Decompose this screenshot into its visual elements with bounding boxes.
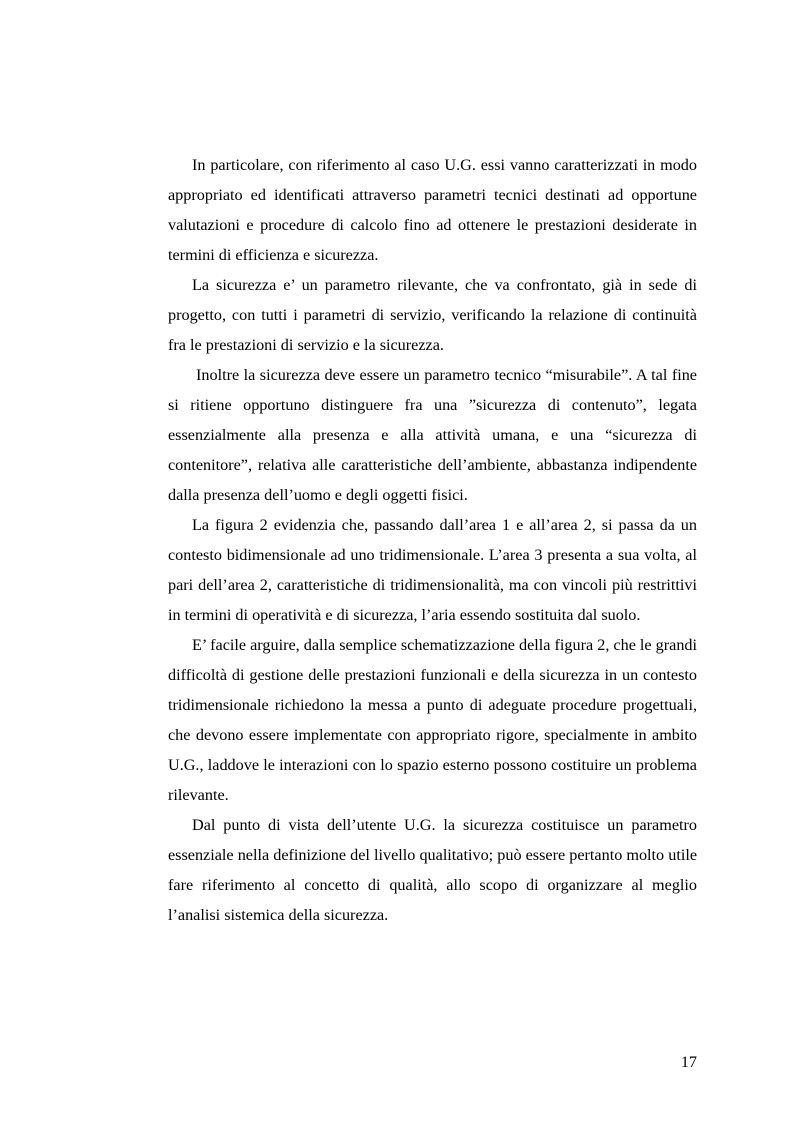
paragraph-5: E’ facile arguire, dalla semplice schematizzazione della figura 2, che le grandi difficoltà di gestione delle prestazioni funzionali e della sicurezza in un contesto tridimensionale richiedono la messa a punto di adeguate procedure progettuali, che devono essere implementate con appropriato rigore, specialmente in ambito U.G., laddove le interazioni con lo spazio esterno possono costituire un problema rilevante.: [168, 636, 698, 804]
body-text: [168, 150, 697, 930]
paragraph-6: Dal punto di vista dell’utente U.G. la sicurezza costituisce un parametro essenziale nella definizione del livello qualitativo; può essere pertanto molto utile fare riferimento al concetto di qualità, allo scopo di organizzare al meglio l’analisi sistemica della sicurezza.: [168, 816, 697, 924]
page-number: 17: [680, 1053, 697, 1071]
paragraph-2: La sicurezza e’ un parametro rilevante, che va confrontato, già in sede di progetto, con tutti i parametri di servizio, verificando la relazione di continuità fra le prestazioni di servizio e la sicurezza.: [168, 276, 697, 354]
paragraph-4: La figura 2 evidenzia che, passando dall’area 1 e all’area 2, si passa da un contesto bidimensionale ad uno tridimensionale. L’area 3 presenta a sua volta, al pari dell’area 2, caratteristiche di tridimensionalità, ma con vincoli più restrittivi in termini di operatività e di sicurezza, l’aria essendo sostituita dal suolo.: [168, 516, 697, 624]
paragraph-1: In particolare, con riferimento al caso U.G. essi vanno caratterizzati in modo appropriato ed identificati attraverso parametri tecnici destinati ad opportune valutazioni e procedure di calcolo fino ad ottenere le prestazioni desiderate in termini di efficienza e sicurezza.: [168, 156, 697, 264]
paragraph-3: Inoltre la sicurezza deve essere un parametro tecnico “misurabile”. A tal fine si ritiene opportuno distinguere fra una ”sicurezza di contenuto”, legata essenzialmente alla presenza e alla attività umana, e una “sicurezza di contenitore”, relativa alle caratteristiche dell’ambiente, abbastanza indipendente dalla presenza dell’uomo e degli oggetti fisici.: [168, 366, 697, 504]
